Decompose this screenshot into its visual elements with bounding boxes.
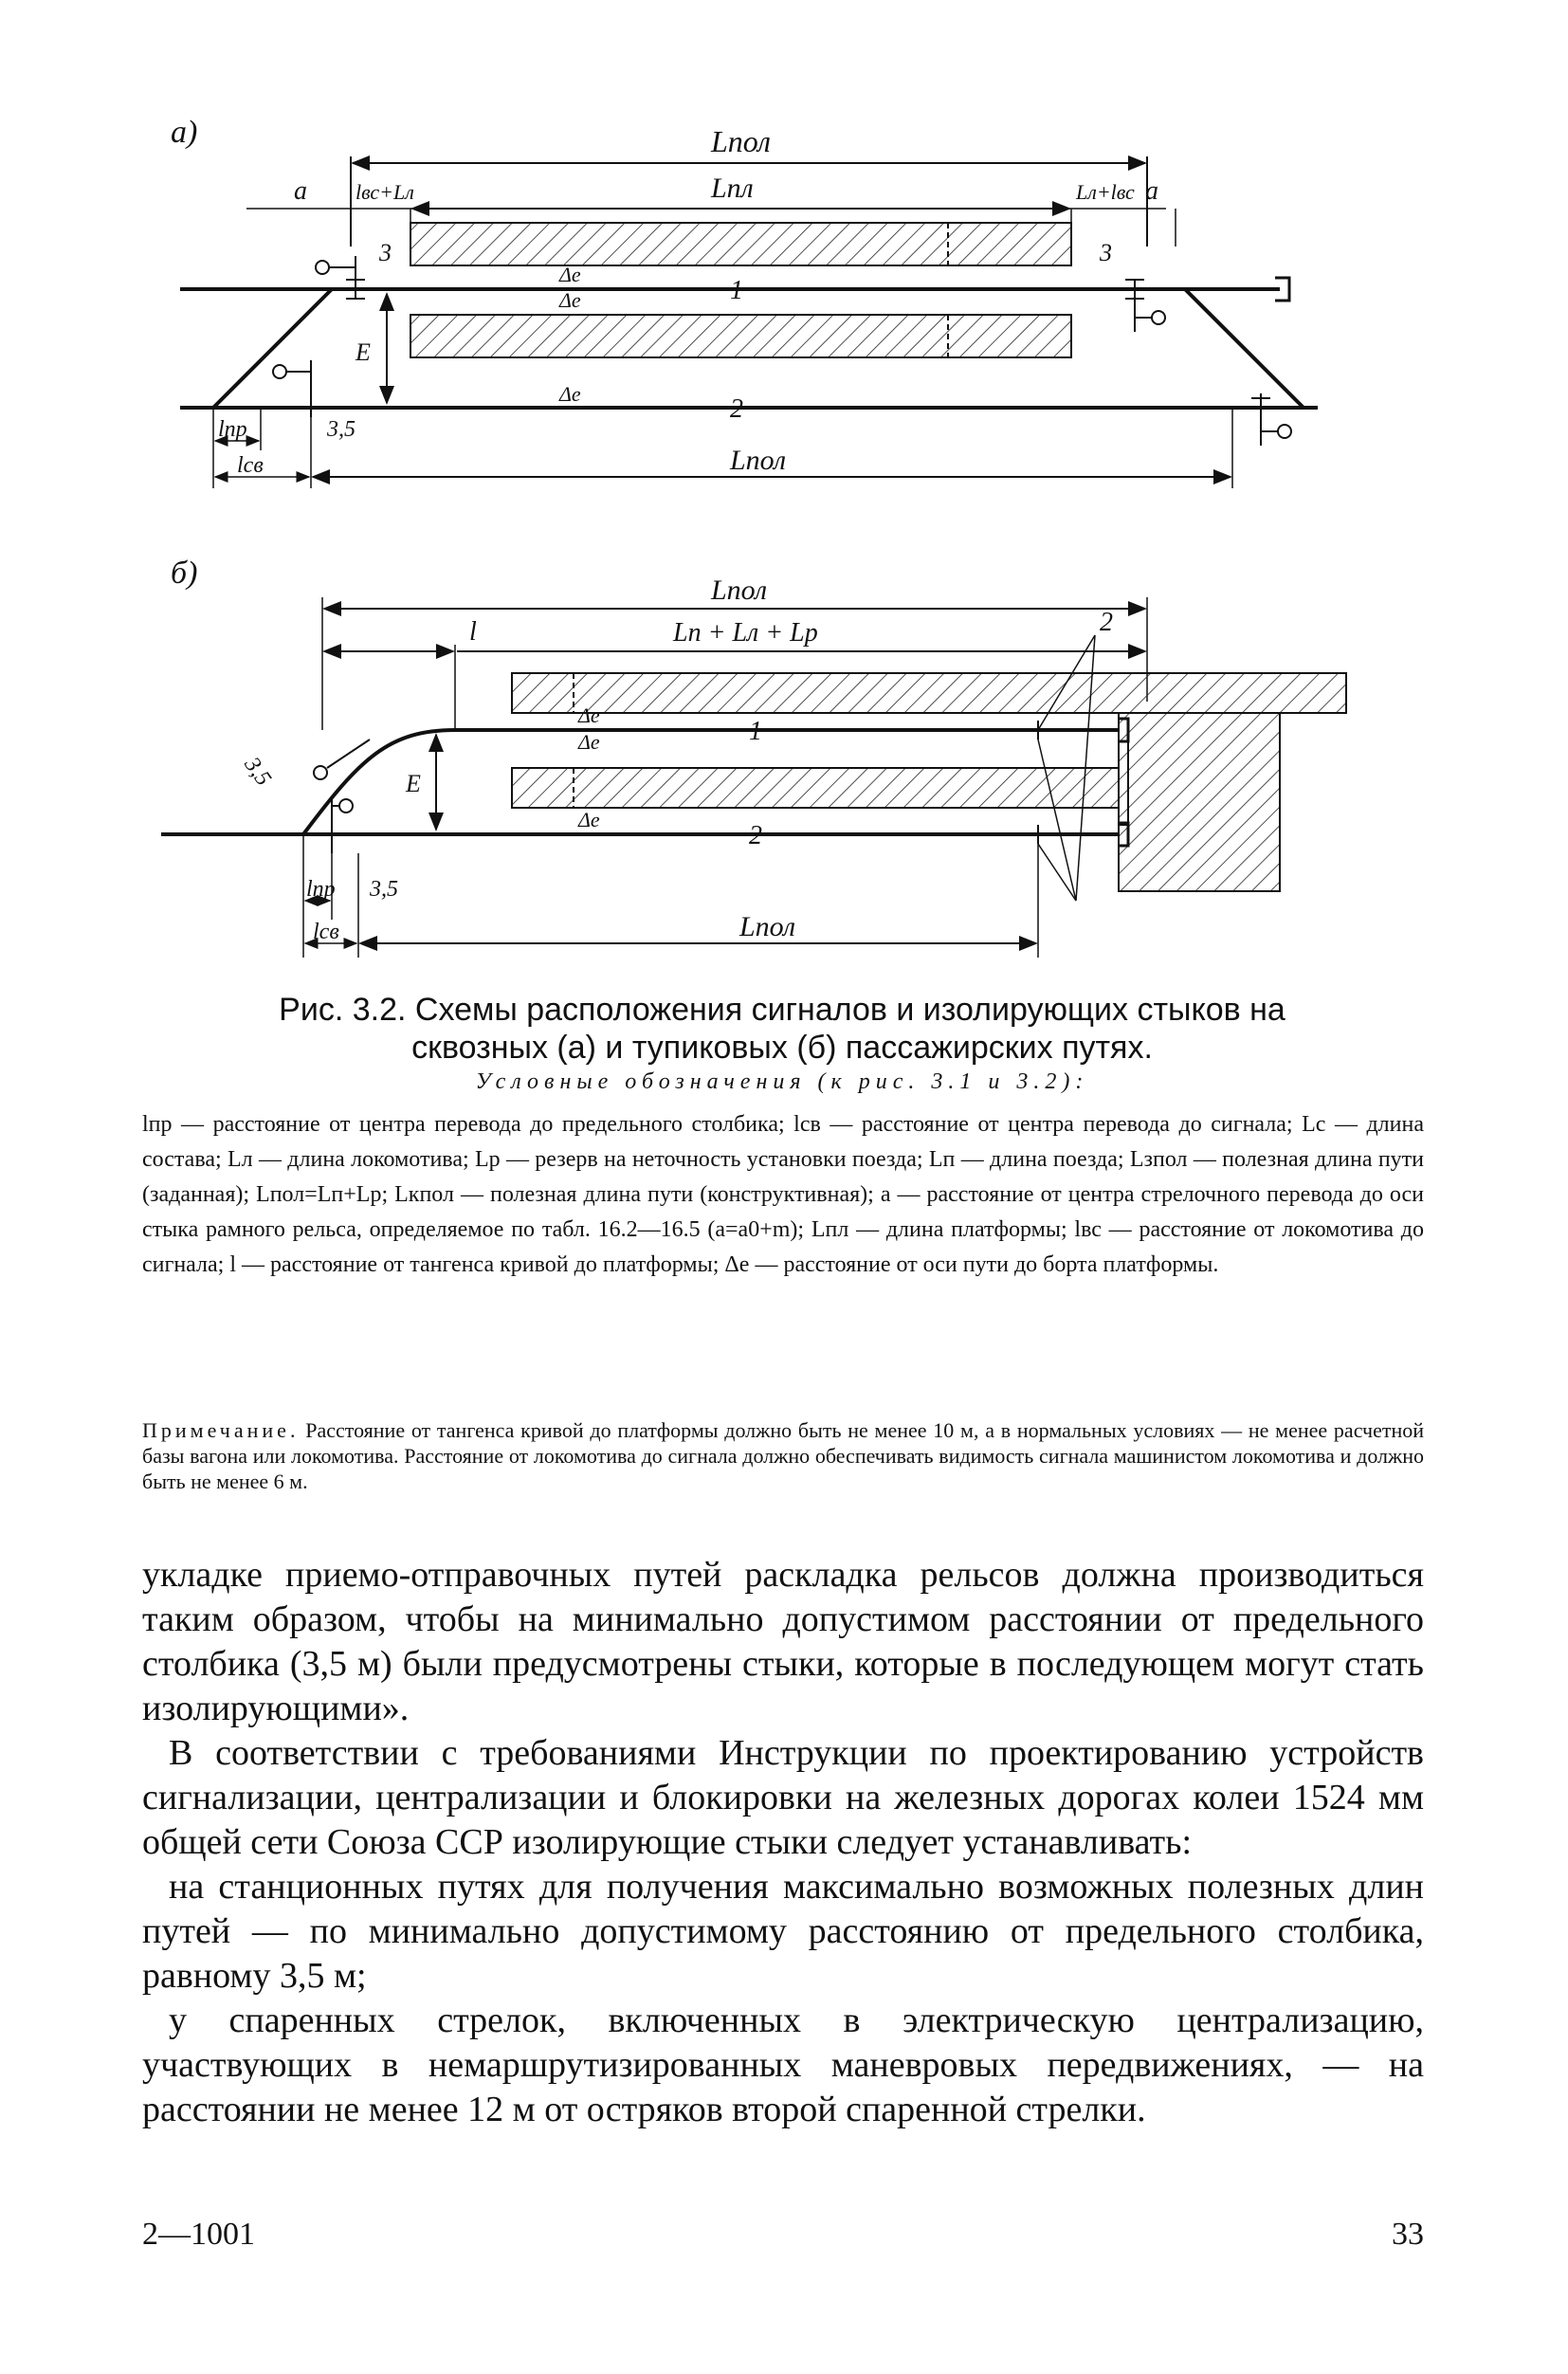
panel-a-switch-left <box>213 289 332 408</box>
panel-a-platform-upper <box>410 223 1071 265</box>
panel-a-a-left-label: a <box>294 176 307 206</box>
panel-a-signal-track2-right-icon <box>1251 393 1291 446</box>
panel-b-track-2-number: 2 <box>749 821 762 850</box>
caption-line-1: Рис. 3.2. Схемы расположения сигналов и изолирующих стыков на <box>279 992 1285 1028</box>
panel-a-35-label: 3,5 <box>327 417 356 442</box>
panel-a-signal-left-icon <box>316 256 365 299</box>
panel-b-35-label: 3,5 <box>370 877 398 902</box>
note-label: Примечание. <box>142 1418 300 1442</box>
body-paragraph-4: у спаренных стрелок, включенных в электрическую централизацию, участвующих в немаршрутизированных маневровых передвижениях, — на расстоянии не менее 12 м от остряков второй спаренной стрелки. <box>142 2000 1424 2129</box>
panel-b-signal-track2-icon <box>332 796 353 853</box>
footer-signature: 2—1001 <box>142 2217 255 2252</box>
panel-b-de-2: Δe <box>578 730 600 754</box>
panel-b-lpr-label: lпр <box>306 877 336 902</box>
panel-b-de-1: Δe <box>578 703 600 727</box>
page-number: 33 <box>1392 2217 1424 2252</box>
body-text <box>142 1553 1424 2132</box>
panel-b-de-3: Δe <box>578 808 600 831</box>
body-paragraph-3: на станционных путях для получения максимально возможных полезных длин путей — по минимально допустимому расстоянию от предельного столбика, равному 3,5 м; <box>142 1867 1424 1996</box>
panel-a-lpr-label: lпр <box>218 417 247 442</box>
panel-b-signal-track1-icon <box>314 740 370 779</box>
panel-a-label: а) <box>171 115 198 150</box>
panel-b-sum-label: Lп + Lл + Lр <box>673 618 818 648</box>
panel-b-lpol-top-label: Lпол <box>711 575 768 606</box>
body-paragraph-1: укладке приемо-отправочных путей раскладка рельсов должна производиться таким образом, чтобы на минимально допустимом расстоянии от предельного столбика (3,5 м) были предусмотрены стыки, которые в последующем могут стать изолирующими». <box>142 1555 1424 1728</box>
panel-a-platform-lower <box>410 315 1071 357</box>
panel-b-joints-label: 2 <box>1100 608 1113 637</box>
legend-title: Условные обозначения (к рис. 3.1 и 3.2): <box>475 1069 1089 1094</box>
panel-a-lpol-bottom-label: Lпол <box>730 445 787 476</box>
panel-a-e-label: E <box>356 338 371 366</box>
track-layout-figure <box>142 104 1365 1014</box>
panel-b-e-label: E <box>406 770 421 797</box>
panel-b-platform-lower <box>512 768 1119 808</box>
body-paragraph-2: В соответствии с требованиями Инструкции по проектированию устройств сигнализации, централизации и блокировки на железных дорогах колеи 1524 мм общей сети Союза ССР изолирующие стыки следует устанавливать: <box>142 1733 1424 1862</box>
legend-text: lпр — расстояние от центра перевода до предельного столбика; lсв — расстояние от центра перевода до сигнала; Lс — длина состава; Lл — длина локомотива; Lр — резерв на неточность установки поезда; Lп — длина поезда; Lзпол — полезная длина пути (заданная); Lпол=Lп+Lр; Lкпол — полезная длина пути (конструктивная); a — расстояние от центра стрелочного перевода до оси стыка рамного рельса, определяемое по табл. 16.2—16.5 (a=a0+m); Lпл — длина платформы; lвс — расстояние от локомотива до сигнала; l — расстояние от тангенса кривой до платформы; Δe — расстояние от оси пути до борта платформы. <box>142 1112 1424 1277</box>
panel-a-switch-right <box>1185 289 1304 408</box>
panel-a-lpl-label: Lпл <box>711 173 754 204</box>
panel-b-35-diag-label: 3,5 <box>239 753 276 791</box>
panel-b-l-label: l <box>469 617 477 647</box>
panel-a-de-3: Δe <box>559 382 581 406</box>
panel-a-signal-left-number: 3 <box>379 239 392 266</box>
caption-line-2: сквозных (а) и тупиковых (б) пассажирских путях. <box>411 1030 1153 1066</box>
panel-a-de-2: Δe <box>559 288 581 312</box>
panel-b-label: б) <box>171 556 198 591</box>
panel-b-platform-end <box>1119 713 1280 891</box>
panel-a-signal-right-number: 3 <box>1100 239 1112 266</box>
panel-a-ll-lvs-label: Lл+lвс <box>1076 180 1135 204</box>
panel-b-platform-upper <box>512 673 1346 713</box>
panel-a-lvs-ll-label: lвс+Lл <box>356 180 414 204</box>
panel-b-lpol-bottom-label: Lпол <box>739 911 796 942</box>
panel-a-de-1: Δe <box>559 263 581 286</box>
panel-b-track-1-number: 1 <box>749 717 762 746</box>
panel-b-lsv-label: lсв <box>313 920 339 944</box>
panel-a-track-2-number: 2 <box>730 394 743 424</box>
panel-a-lpol-top-label: Lпол <box>711 124 771 158</box>
panel-a-track-1-number: 1 <box>730 276 743 305</box>
note <box>142 1417 1424 1494</box>
note-text: Расстояние от тангенса кривой до платформы должно быть не менее 10 м, а в нормальных условиях — не менее расчетной базы вагона или локомотива. Расстояние от локомотива до сигнала должно обеспечивать видимость сигнала машинистом локомотива и должно быть не менее 6 м. <box>142 1418 1425 1493</box>
panel-a-a-right-label: a <box>1145 176 1158 206</box>
panel-a-lsv-label: lсв <box>237 453 264 478</box>
figure-caption <box>237 991 1327 1067</box>
